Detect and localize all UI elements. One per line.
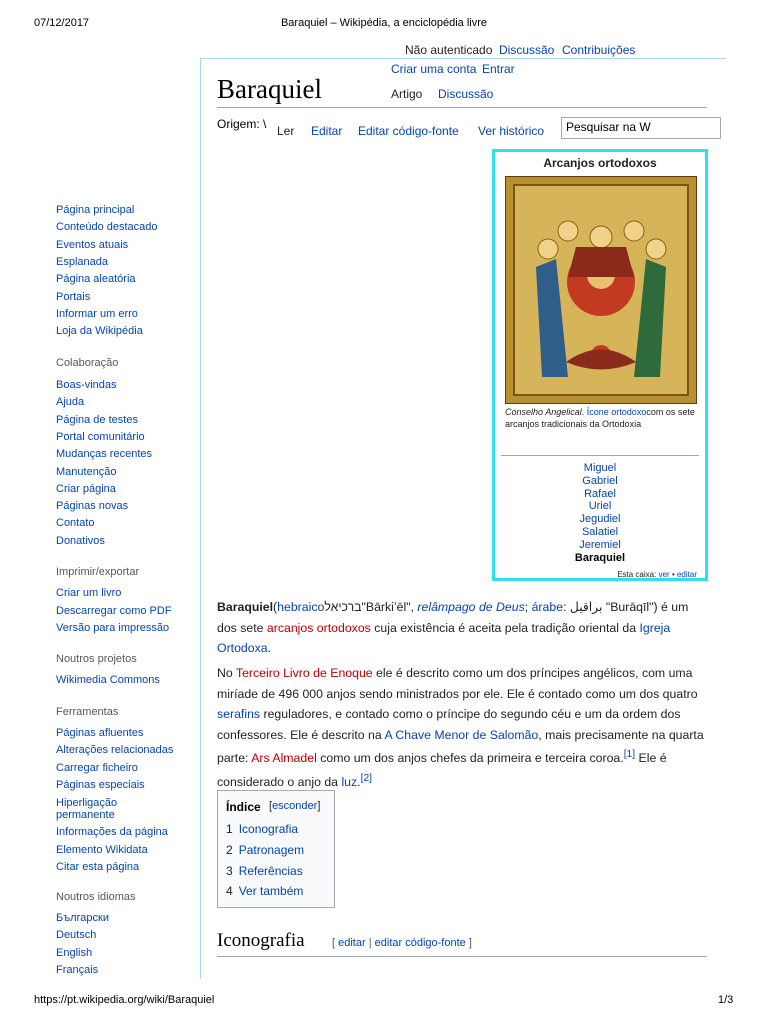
archangel-link-jegudiel[interactable]: Jegudiel bbox=[579, 513, 621, 526]
archangel-link-miguel[interactable]: Miguel bbox=[583, 462, 617, 474]
infobox-edit-link[interactable]: editar bbox=[676, 570, 697, 579]
infobox-divider bbox=[501, 455, 699, 456]
section-edit-close: ] bbox=[465, 937, 472, 949]
intro-bold-title: Baraquiel bbox=[217, 600, 274, 614]
print-title: Baraquiel – Wikipédia, a enciclopédia livre bbox=[280, 17, 488, 29]
infobox-footer-label: Esta caixa: bbox=[617, 570, 657, 579]
not-logged-in: Não autenticado bbox=[405, 43, 493, 57]
archangel-current: Baraquiel bbox=[574, 551, 626, 564]
table-of-contents bbox=[217, 790, 335, 908]
archangel-list bbox=[495, 462, 705, 564]
sidebar-item-donativos[interactable]: Donativos bbox=[56, 534, 105, 547]
sidebar-item-francais[interactable]: Français bbox=[56, 963, 99, 976]
intro-end: . bbox=[267, 641, 272, 655]
toc-item[interactable] bbox=[226, 884, 303, 898]
caption-link-ortodoxo[interactable]: ortodoxo bbox=[611, 407, 647, 417]
intro-sep: ; bbox=[524, 600, 532, 614]
para2-text-6: Ele é considerado o anjo da bbox=[217, 751, 667, 789]
archangel-link-uriel[interactable]: Uriel bbox=[588, 500, 612, 513]
toc-item-number: 1 bbox=[226, 822, 233, 836]
create-account-link[interactable]: Criar uma conta bbox=[391, 62, 477, 76]
toc-item[interactable] bbox=[226, 843, 304, 857]
para2-text-4: , mais precisamente na quarta parte: bbox=[217, 727, 704, 766]
sidebar-item-pagina-principal[interactable]: Página principal bbox=[56, 204, 135, 216]
sidebar-item-български[interactable]: Български bbox=[56, 912, 109, 924]
sidebar-item-portais[interactable]: Portais bbox=[56, 290, 91, 303]
infobox-view-link[interactable]: ver bbox=[658, 570, 670, 579]
sidebar-item-criar-um-livro[interactable]: Criar um livro bbox=[56, 587, 122, 599]
reference-2[interactable]: [2] bbox=[360, 772, 372, 784]
archangel-link-rafael[interactable]: Rafael bbox=[584, 487, 616, 500]
sidebar-item-informacoes-da-pagina[interactable]: Informações da página bbox=[56, 826, 168, 838]
toc-item-link[interactable]: Iconografia bbox=[238, 822, 299, 836]
infobox-title: Arcanjos ortodoxos bbox=[543, 156, 657, 170]
infobox-footer-dot: • bbox=[671, 570, 675, 579]
page-title: Baraquiel bbox=[217, 74, 322, 104]
link-chave-menor-de-salomao[interactable]: A Chave Menor de Salomão bbox=[384, 727, 539, 742]
sidebar-item-descarregar-como-pdf[interactable]: Descarregar como PDF bbox=[56, 604, 172, 617]
toc-item[interactable] bbox=[226, 864, 303, 878]
link-luz[interactable]: luz bbox=[341, 774, 358, 789]
sidebar-heading-tools: Ferramentas bbox=[56, 706, 119, 718]
link-arabe[interactable]: árabe bbox=[531, 600, 564, 614]
print-page-number: 1/3 bbox=[718, 994, 734, 1006]
archangel-link-salatiel[interactable]: Salatiel bbox=[581, 525, 619, 538]
sidebar-item-versao-para-impressao[interactable]: Versão para impressão bbox=[56, 622, 170, 634]
toc-item[interactable] bbox=[226, 822, 298, 836]
para2-text-2: ele é descrito como um dos príncipes angélicos, com uma miríade de 496 000 anjos sendo ministrados por ele. Ele é contado como um dos quatro bbox=[217, 666, 698, 701]
toc-toggle-close: ] bbox=[317, 800, 321, 812]
view-edit-source[interactable]: Editar código-fonte bbox=[358, 124, 459, 138]
infobox-caption bbox=[505, 406, 697, 430]
infobox bbox=[492, 149, 708, 581]
icon-image[interactable] bbox=[505, 176, 697, 404]
hebrew-name: ברכיאל bbox=[324, 600, 362, 614]
sidebar-item-informar-um-erro[interactable]: Informar um erro bbox=[56, 307, 138, 320]
section-edit-links bbox=[332, 937, 472, 949]
print-url: https://pt.wikipedia.org/wiki/Baraquiel bbox=[34, 994, 215, 1006]
section-heading-iconografia: Iconografia bbox=[217, 930, 305, 951]
print-date: 07/12/2017 bbox=[34, 17, 90, 29]
sidebar-item-conteudo-destacado[interactable]: Conteúdo destacado bbox=[56, 221, 158, 234]
arabic-name: : براقيل bbox=[563, 600, 603, 614]
sidebar-heading-collab: Colaboração bbox=[56, 357, 119, 369]
section-edit-sep: | bbox=[365, 937, 375, 949]
para2-text-7: . bbox=[357, 774, 361, 789]
hebrew-transliteration: "Bārkiʼēl", bbox=[361, 600, 418, 614]
link-ars-almadel[interactable]: Ars Almadel bbox=[251, 751, 317, 766]
sidebar-item-pagina-aleatoria[interactable]: Página aleatória bbox=[56, 273, 136, 286]
sidebar-heading-projects: Noutros projetos bbox=[56, 653, 137, 665]
toc-item-link[interactable]: Referências bbox=[238, 864, 303, 878]
caption-italic: Conselho Angelical bbox=[505, 407, 582, 417]
view-history[interactable]: Ver histórico bbox=[478, 124, 545, 138]
archangel-link-jeremiel[interactable]: Jeremiel bbox=[579, 538, 621, 551]
sidebar-item-ajuda[interactable]: Ajuda bbox=[56, 396, 85, 409]
intro-paragraph bbox=[217, 597, 707, 659]
sidebar-item-alteracoes-relacionadas[interactable]: Alterações relacionadas bbox=[56, 744, 174, 756]
toc-toggle-open: [ bbox=[269, 800, 273, 812]
toc-item-link[interactable]: Patronagem bbox=[238, 843, 305, 857]
link-hebraico[interactable]: hebraico bbox=[277, 600, 325, 614]
sidebar-item-loja-da-wikipedia[interactable]: Loja da Wikipédia bbox=[56, 325, 143, 338]
enoch-paragraph bbox=[217, 663, 707, 792]
toc-toggle bbox=[269, 800, 320, 812]
toc-item-link[interactable]: Ver também bbox=[238, 884, 304, 898]
sidebar-item-paginas-especiais[interactable]: Páginas especiais bbox=[56, 779, 145, 791]
reference-1[interactable]: [1] bbox=[623, 749, 636, 760]
sidebar-item-mudancas-recentes[interactable]: Mudanças recentes bbox=[56, 448, 152, 461]
sidebar-item-citar-esta-pagina[interactable]: Citar esta página bbox=[56, 861, 140, 873]
sidebar-item-esplanada[interactable]: Esplanada bbox=[56, 255, 108, 268]
infobox-footer bbox=[617, 570, 697, 579]
sidebar-item-boas-vindas[interactable]: Boas-vindas bbox=[56, 379, 117, 391]
sidebar-item-pagina-de-testes[interactable]: Página de testes bbox=[56, 413, 138, 426]
link-relampago-de-deus[interactable]: relâmpago de Deus bbox=[417, 600, 525, 614]
section-edit-link[interactable]: editar bbox=[338, 937, 366, 949]
contributions-link[interactable]: Contribuições bbox=[562, 43, 636, 57]
toc-item-number: 3 bbox=[226, 864, 233, 878]
para2-text-5: como um dos anjos chefes da primeira e terceira coroa. bbox=[316, 751, 624, 766]
view-edit[interactable]: Editar bbox=[311, 124, 343, 138]
caption-link-icone[interactable]: Ícone bbox=[586, 407, 609, 417]
link-igreja-ortodoxa[interactable]: Igreja Ortodoxa bbox=[217, 620, 671, 655]
title-divider bbox=[217, 107, 707, 108]
sidebar-item-contato[interactable]: Contato bbox=[56, 517, 95, 530]
sidebar-item-permanente[interactable]: permanente bbox=[56, 809, 115, 821]
archangels-icon-illustration bbox=[506, 177, 696, 403]
sidebar-item-english[interactable]: English bbox=[56, 946, 93, 959]
sidebar-item-hiperligacao[interactable]: Hiperligação bbox=[56, 797, 118, 809]
toc-hide-link[interactable]: esconder bbox=[272, 800, 318, 812]
sidebar-item-paginas-afluentes[interactable]: Páginas afluentes bbox=[56, 727, 144, 739]
caption-rest: com os sete arcanjos tradicionais da Ortodoxia bbox=[505, 407, 695, 429]
link-terceiro-livro-de-enoque[interactable]: Terceiro Livro de Enoque bbox=[235, 666, 373, 680]
para2-text-3: reguladores, e contado como o príncipe do segundo céu e um da ordem dos confessores. Ele é descrito na bbox=[217, 707, 681, 742]
sidebar-item-wikimedia-commons[interactable]: Wikimedia Commons bbox=[56, 674, 160, 686]
toc-item-number: 4 bbox=[226, 884, 233, 898]
tab-article[interactable]: Artigo bbox=[391, 87, 423, 101]
intro-text: cuja existência é aceita pela tradição oriental da bbox=[370, 620, 640, 635]
caption-sep: . bbox=[581, 407, 585, 417]
view-read[interactable]: Ler bbox=[277, 124, 295, 138]
toc-title: Índice bbox=[226, 800, 261, 814]
sidebar-heading-print: Imprimir/exportar bbox=[56, 566, 140, 578]
tab-talk[interactable]: Discussão bbox=[438, 87, 494, 101]
talk-link[interactable]: Discussão bbox=[499, 43, 555, 57]
link-serafins[interactable]: serafins bbox=[217, 707, 261, 721]
sidebar-item-deutsch[interactable]: Deutsch bbox=[56, 929, 97, 942]
arabic-transliteration: "Burāqīl") é um dos sete bbox=[217, 600, 689, 635]
toc-item-number: 2 bbox=[226, 843, 233, 857]
section-edit-open: [ bbox=[332, 937, 339, 949]
sidebar-item-elemento-wikidata[interactable]: Elemento Wikidata bbox=[56, 844, 148, 856]
section-divider bbox=[217, 956, 707, 957]
sidebar-item-portal-comunitario[interactable]: Portal comunitário bbox=[56, 430, 145, 443]
intro-paren: ( bbox=[273, 600, 278, 614]
sidebar-item-paginas-novas[interactable]: Páginas novas bbox=[56, 500, 129, 513]
sidebar-item-criar-pagina[interactable]: Criar página bbox=[56, 482, 116, 495]
search-input[interactable]: Pesquisar na W bbox=[561, 117, 721, 139]
sidebar-heading-langs: Noutros idiomas bbox=[56, 891, 136, 903]
sidebar-item-eventos-atuais[interactable]: Eventos atuais bbox=[56, 238, 129, 251]
archangel-link-gabriel[interactable]: Gabriel bbox=[582, 474, 618, 487]
link-arcanjos-ortodoxos[interactable]: arcanjos ortodoxos bbox=[266, 620, 371, 635]
login-link[interactable]: Entrar bbox=[482, 62, 515, 76]
sidebar-item-carregar-ficheiro[interactable]: Carregar ficheiro bbox=[56, 762, 138, 774]
para2-text-1: No bbox=[217, 666, 236, 680]
site-sub: Origem: \ bbox=[217, 117, 267, 131]
section-edit-source-link[interactable]: editar código-fonte bbox=[374, 937, 466, 949]
sidebar-item-manutencao[interactable]: Manutenção bbox=[56, 465, 117, 478]
